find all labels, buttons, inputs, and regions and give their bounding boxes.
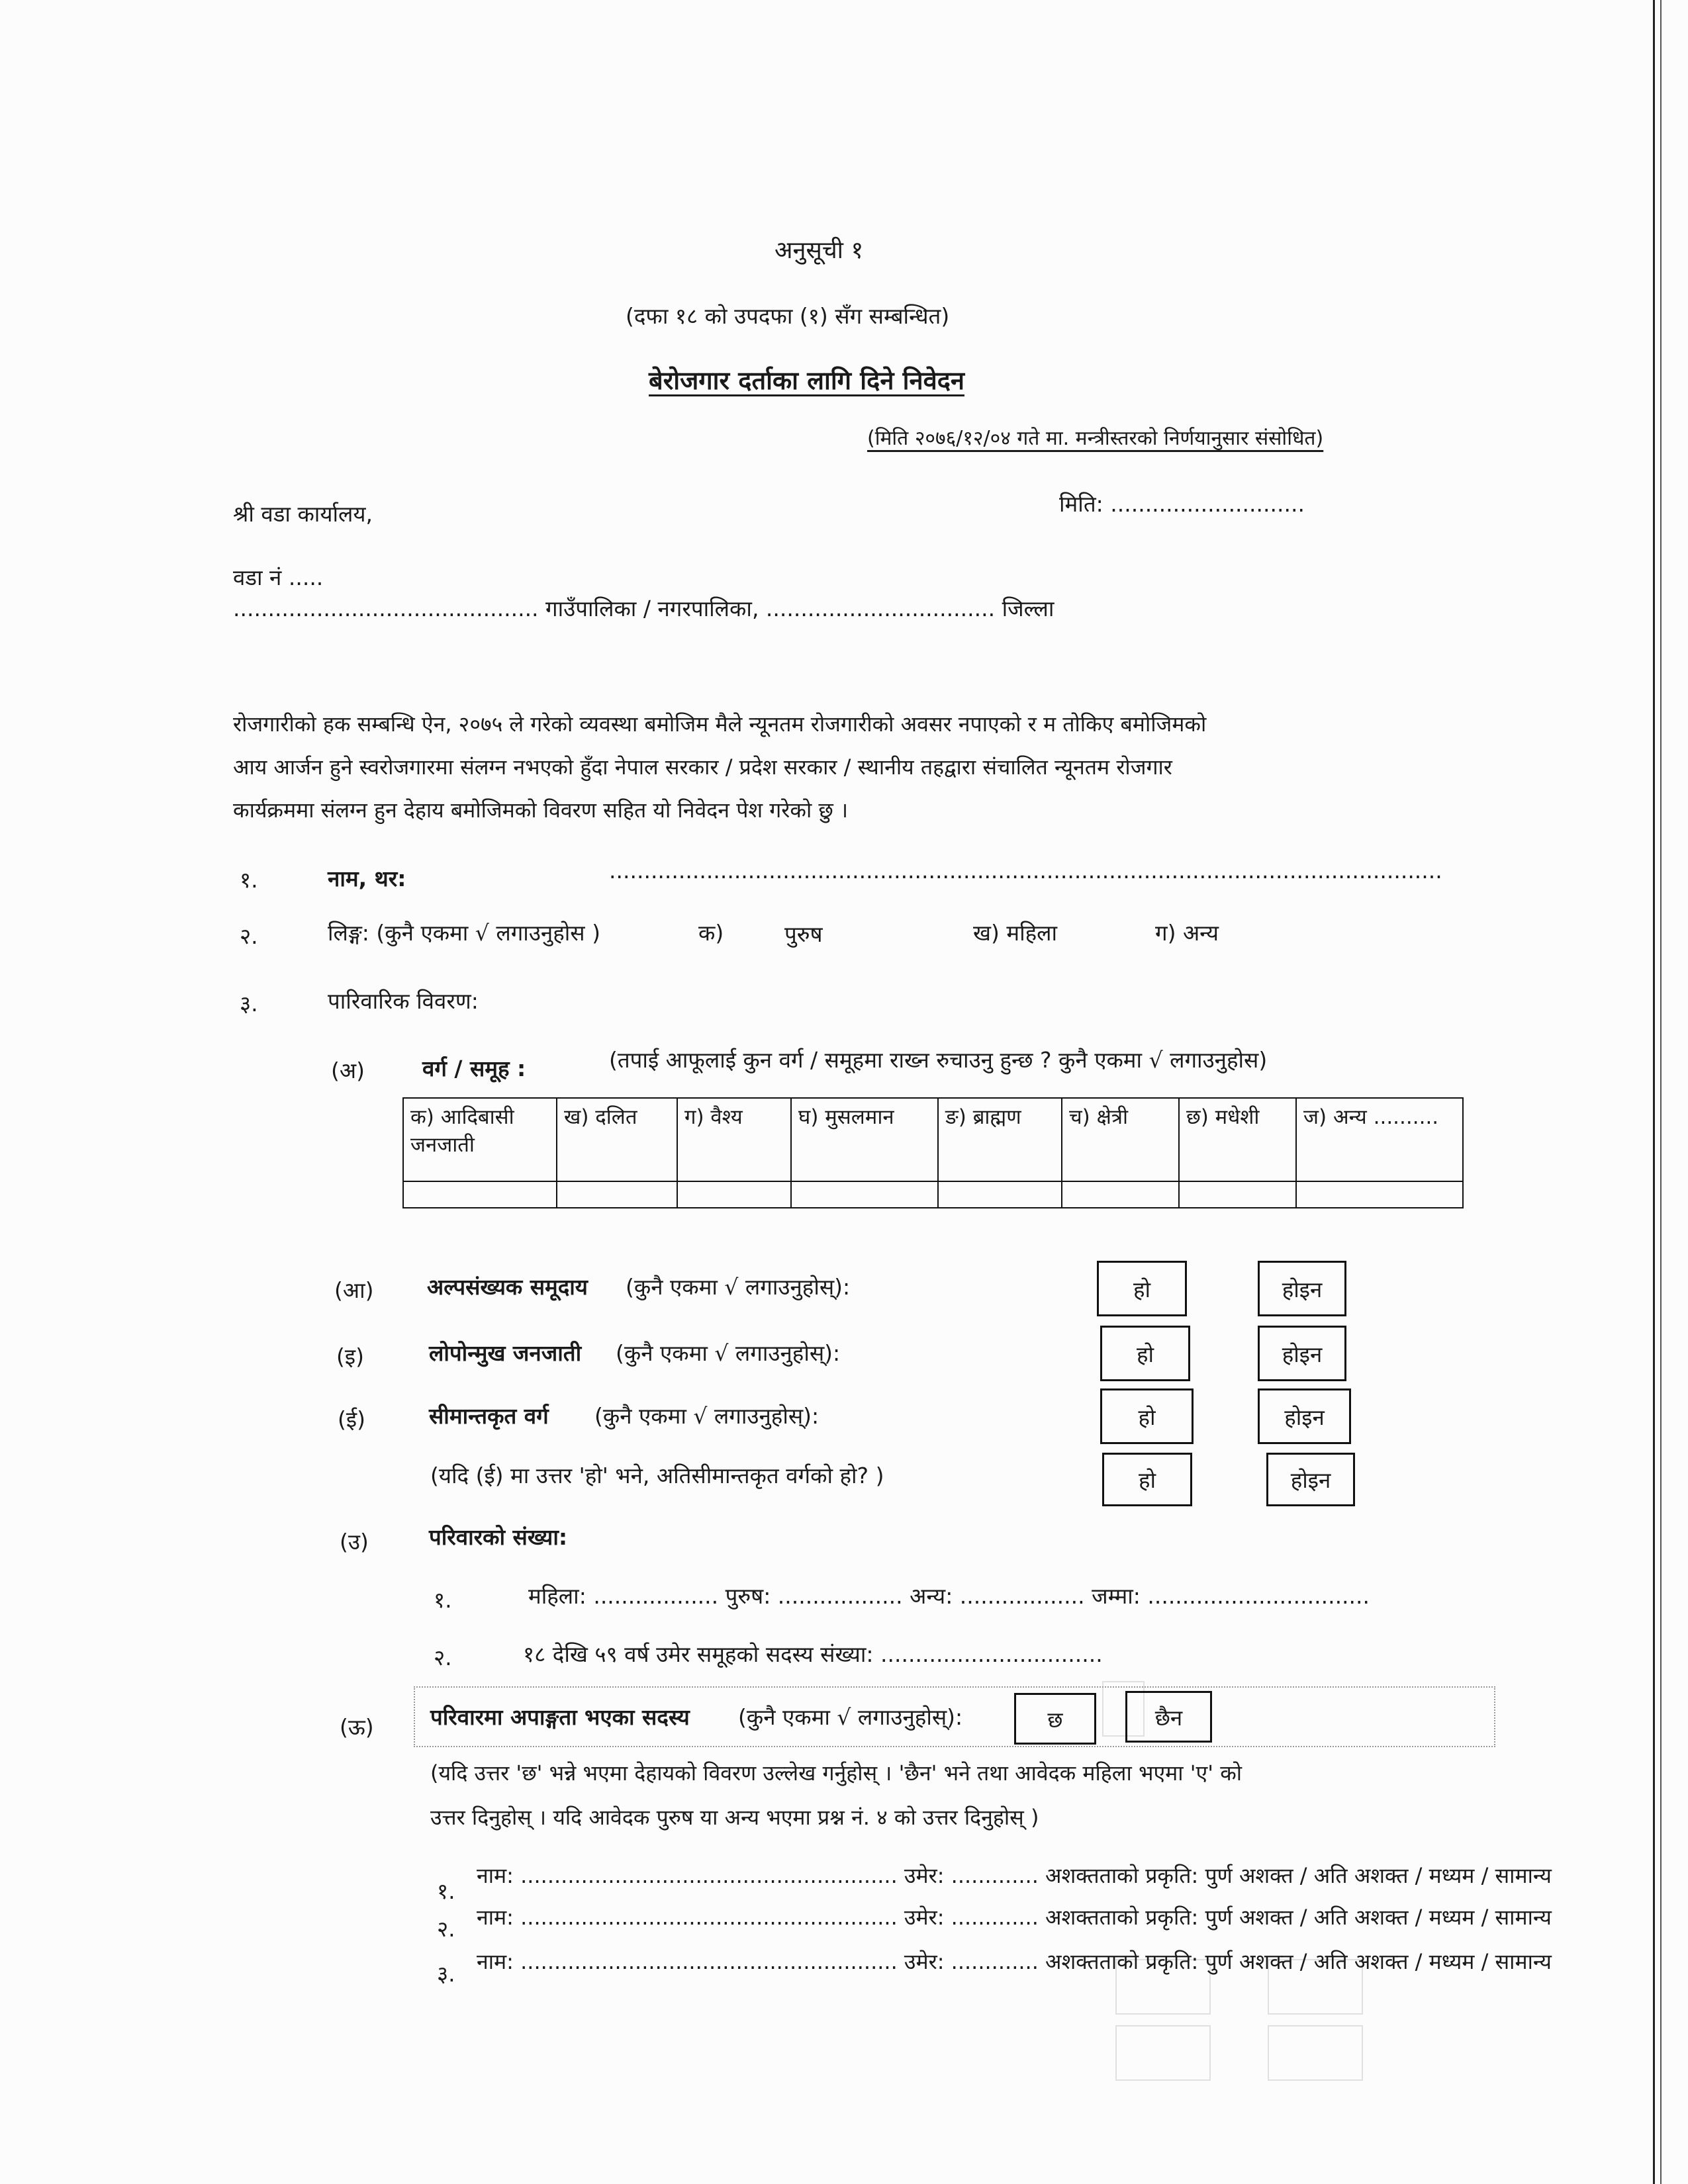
q1-number: १. — [240, 867, 258, 893]
intro-line: रोजगारीको हक सम्बन्धि ऐन, २०७५ ले गरेको व्यवस्था बमोजिम मैले न्यूनतम रोजगारीको अवसर नपाएको र म तोकिए बमोजिमको — [233, 711, 1207, 737]
disability-note-line: उत्तर दिनुहोस् । यदि आवेदक पुरुष या अन्य भएमा प्रश्न नं. ४ को उत्तर दिनुहोस् ) — [430, 1805, 1039, 1830]
q3ii-followup-question: (यदि (ई) मा उत्तर 'हो' भने, अतिसीमान्तकृत वर्गको हो? ) — [430, 1463, 884, 1488]
form-title: बेरोजगार दर्ताका लागि दिने निवेदन — [649, 366, 964, 395]
scan-edge-line — [1653, 0, 1655, 2184]
amendment-note: (मिति २०७६/१२/०४ गते मा. मन्त्रीस्तरको निर्णयानुसार संसोधित) — [867, 427, 1324, 450]
category-check-cell[interactable] — [1296, 1181, 1463, 1208]
section-reference: (दफा १८ को उपदफा (१) सँग सम्बन्धित) — [626, 303, 950, 329]
category-table — [402, 1097, 1464, 1208]
disability-note-line: (यदि उत्तर 'छ' भन्ने भएमा देहायको विवरण उल्लेख गर्नुहोस् । 'छैन' भने तथा आवेदक महिला भएमा 'ए' को — [430, 1760, 1243, 1786]
intro-line: कार्यक्रममा संलग्न हुन देहाय बमोजिमको विवरण सहित यो निवेदन पेश गरेको छु । — [233, 797, 849, 823]
q3i-instruction: (कुनै एकमा √ लगाउनुहोस्): — [616, 1340, 841, 1366]
category-cell-kshetri[interactable] — [1062, 1098, 1179, 1181]
category-cell-adibasi[interactable] — [403, 1098, 557, 1181]
q1-label: नाम, थर: — [328, 866, 406, 891]
category-label: ज) अन्य .......... — [1303, 1105, 1439, 1129]
ward-number-field[interactable]: वडा नं ..... — [233, 565, 324, 590]
category-label: छ) मधेशी — [1186, 1105, 1260, 1129]
disabled-member-row-number: २. — [437, 1916, 455, 1942]
schedule-heading: अनुसूची १ — [774, 237, 864, 264]
category-check-cell[interactable] — [791, 1181, 938, 1208]
q3uu-instruction: (कुनै एकमा √ लगाउनुहोस्): — [738, 1704, 963, 1730]
category-cell-other[interactable] — [1296, 1098, 1463, 1181]
q3ii-key: (ई) — [338, 1406, 365, 1432]
category-label: जनजाती — [410, 1133, 475, 1157]
category-cell-dalit[interactable] — [557, 1098, 677, 1181]
q3aa-instruction: (कुनै एकमा √ लगाउनुहोस्): — [626, 1274, 851, 1300]
gender-option-key: क) — [698, 920, 724, 946]
category-label: क) आदिबासी — [410, 1105, 514, 1129]
category-cell-madhesi[interactable] — [1179, 1098, 1296, 1181]
q3uu-key: (ऊ) — [340, 1714, 374, 1740]
disabled-member-row-number: ३. — [437, 1961, 455, 1987]
minority-no-box[interactable]: होइन — [1258, 1261, 1346, 1316]
category-check-cell[interactable] — [1179, 1181, 1296, 1208]
gender-option-male[interactable]: पुरुष — [784, 921, 823, 947]
municipality-district-line[interactable]: ............................................ गाउँपालिका / नगरपालिका, ................................. जिल्ला — [233, 596, 1055, 621]
q3u-key: (उ) — [340, 1529, 369, 1555]
disability-no-box[interactable]: छैन — [1125, 1691, 1212, 1743]
very-marginalized-yes-box[interactable]: हो — [1102, 1453, 1192, 1506]
q2-label: लिङ्ग: (कुनै एकमा √ लगाउनुहोस ) — [328, 920, 600, 946]
bleed-through-mark — [1268, 2025, 1363, 2081]
q3aa-key: (आ) — [334, 1277, 374, 1303]
minority-yes-box[interactable]: हो — [1097, 1261, 1187, 1316]
category-label: ग) वैश्य — [684, 1105, 743, 1129]
q3ii-instruction: (कुनै एकमा √ लगाउनुहोस्): — [594, 1403, 820, 1429]
category-check-cell[interactable] — [938, 1181, 1062, 1208]
category-check-cell[interactable] — [1062, 1181, 1179, 1208]
q3a-key: (अ) — [331, 1058, 365, 1083]
endangered-yes-box[interactable]: हो — [1100, 1326, 1190, 1381]
category-label: च) क्षेत्री — [1069, 1105, 1129, 1129]
family-count-row-number: १. — [434, 1587, 452, 1613]
endangered-no-box[interactable]: होइन — [1258, 1326, 1346, 1381]
q3-number: ३. — [240, 991, 258, 1017]
q3i-label: लोपोन्मुख जनजाती — [429, 1340, 582, 1366]
category-check-cell[interactable] — [677, 1181, 791, 1208]
marginalized-yes-box[interactable]: हो — [1100, 1388, 1194, 1444]
disability-yes-box[interactable]: छ — [1014, 1693, 1096, 1745]
gender-option-female[interactable]: ख) महिला — [973, 920, 1058, 946]
category-cell-musalman[interactable] — [791, 1098, 938, 1181]
very-marginalized-no-box[interactable]: होइन — [1266, 1453, 1355, 1506]
name-field[interactable]: ........................................................................................................................ — [609, 858, 1442, 884]
q2-number: २. — [240, 923, 258, 949]
date-field[interactable]: मिति: ............................ — [1059, 491, 1305, 517]
q3i-key: (इ) — [336, 1343, 364, 1369]
q3uu-label: परिवारमा अपाङ्गता भएका सदस्य — [430, 1704, 690, 1730]
category-label: घ) मुसलमान — [798, 1105, 894, 1129]
marginalized-no-box[interactable]: होइन — [1258, 1388, 1351, 1444]
disabled-member-row[interactable]: नाम: ........................................................ उमेर: ............. अशक्तताको प्रकृति: पुर्ण अशक्त / अति अशक्त / मध्यम / सामान्य — [477, 1863, 1552, 1888]
q3a-label: वर्ग / समूह : — [422, 1056, 526, 1081]
intro-line: आय आर्जन हुने स्वरोजगारमा संलग्न नभएको हुँदा नेपाल सरकार / प्रदेश सरकार / स्थानीय तहद्वारा संचालित न्यूनतम रोजगार — [233, 754, 1172, 780]
q3aa-label: अल्पसंख्यक समूदाय — [427, 1274, 588, 1300]
category-check-cell[interactable] — [557, 1181, 677, 1208]
disabled-member-row[interactable]: नाम: ........................................................ उमेर: ............. अशक्तताको प्रकृति: पुर्ण अशक्त / अति अशक्त / मध्यम / सामान्य — [477, 1905, 1552, 1930]
q3u-label: परिवारको संख्या: — [429, 1524, 568, 1550]
category-cell-vaishya[interactable] — [677, 1098, 791, 1181]
category-check-cell[interactable] — [403, 1181, 557, 1208]
q3-label: पारिवारिक विवरण: — [328, 988, 479, 1014]
category-cell-brahman[interactable] — [938, 1098, 1062, 1181]
category-label: ङ) ब्राह्मण — [945, 1105, 1021, 1129]
addressee: श्री वडा कार्यालय, — [233, 501, 373, 527]
q3a-note: (तपाई आफूलाई कुन वर्ग / समूहमा राख्न रुचाउनु हुन्छ ? कुनै एकमा √ लगाउनुहोस) — [609, 1047, 1268, 1073]
disabled-member-row-number: १. — [437, 1878, 455, 1904]
family-count-fields[interactable]: महिला: .................. पुरुष: .................. अन्य: .................. जम्मा: ................................ — [528, 1583, 1370, 1609]
working-age-count-field[interactable]: १८ देखि ५९ वर्ष उमेर समूहको सदस्य संख्या: ................................ — [523, 1641, 1103, 1667]
working-age-row-number: २. — [434, 1645, 452, 1670]
q3ii-label: सीमान्तकृत वर्ग — [429, 1403, 549, 1429]
category-label: ख) दलित — [564, 1105, 637, 1129]
scan-edge-line — [1660, 0, 1662, 2184]
disabled-member-row[interactable]: नाम: ........................................................ उमेर: ............. अशक्तताको प्रकृति: पुर्ण अशक्त / अति अशक्त / मध्यम / सामान्य — [477, 1949, 1552, 1974]
gender-option-other[interactable]: ग) अन्य — [1155, 920, 1219, 946]
bleed-through-mark — [1115, 2025, 1211, 2081]
